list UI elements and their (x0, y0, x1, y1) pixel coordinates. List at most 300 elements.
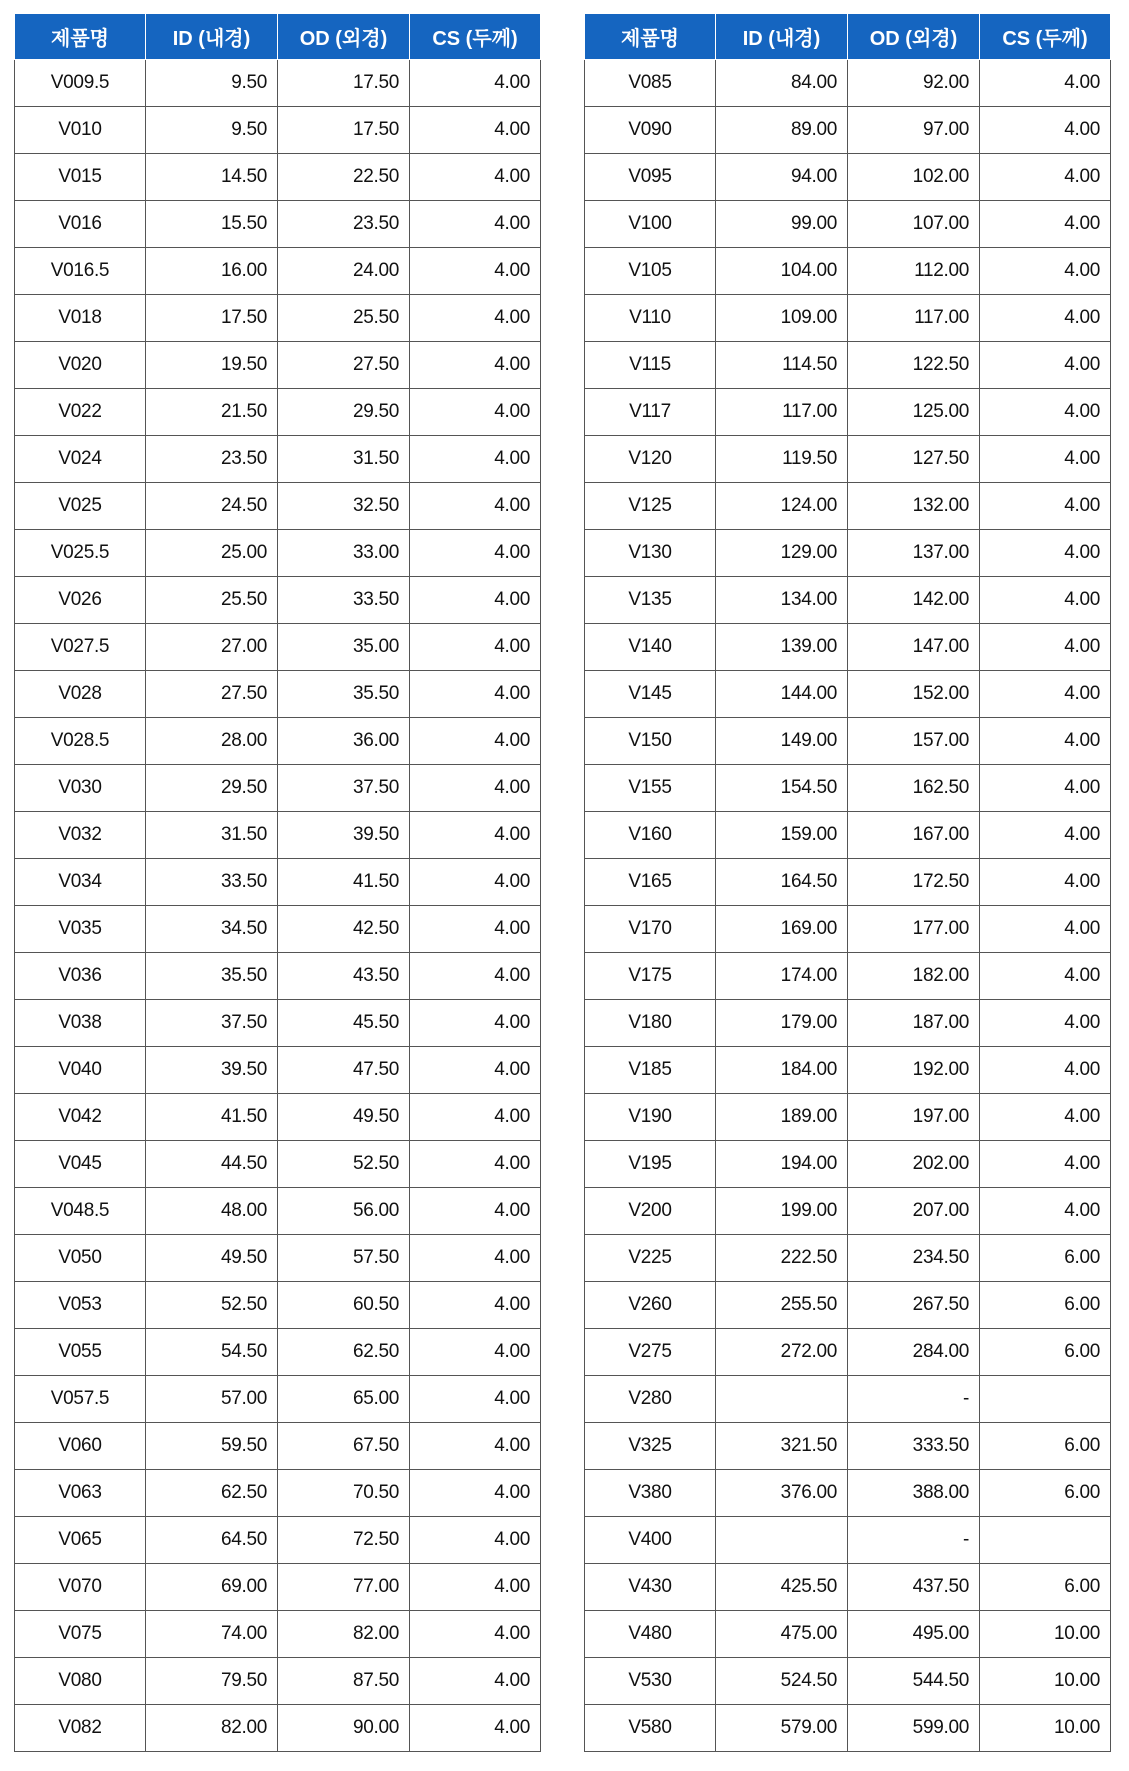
cell-od: 117.00 (848, 295, 980, 342)
cell-cs (980, 1376, 1111, 1423)
cell-cs: 4.00 (410, 107, 541, 154)
oring-size-table-left (14, 13, 541, 1752)
cell-product-name: V130 (585, 530, 716, 577)
cell-product-name: V115 (585, 342, 716, 389)
header-id: ID (내경) (146, 14, 278, 60)
cell-product-name: V225 (585, 1235, 716, 1282)
cell-id: 9.50 (146, 107, 278, 154)
cell-id: 179.00 (716, 1000, 848, 1047)
cell-id: 34.50 (146, 906, 278, 953)
cell-product-name: V260 (585, 1282, 716, 1329)
cell-product-name: V085 (585, 60, 716, 107)
cell-id: 31.50 (146, 812, 278, 859)
table-row (585, 201, 1111, 248)
cell-product-name: V010 (15, 107, 146, 154)
cell-cs: 4.00 (410, 201, 541, 248)
table-row (585, 295, 1111, 342)
table-row (585, 530, 1111, 577)
cell-cs: 4.00 (410, 765, 541, 812)
cell-cs: 4.00 (410, 859, 541, 906)
cell-cs: 4.00 (980, 953, 1111, 1000)
table-row (585, 248, 1111, 295)
cell-cs: 4.00 (410, 1141, 541, 1188)
cell-cs (980, 1517, 1111, 1564)
table-row (15, 1705, 541, 1752)
cell-id: 57.00 (146, 1376, 278, 1423)
cell-id: 84.00 (716, 60, 848, 107)
cell-cs: 4.00 (410, 906, 541, 953)
cell-product-name: V082 (15, 1705, 146, 1752)
cell-od: 147.00 (848, 624, 980, 671)
cell-od: 284.00 (848, 1329, 980, 1376)
table-row (15, 342, 541, 389)
cell-cs: 4.00 (980, 1000, 1111, 1047)
cell-cs: 4.00 (410, 718, 541, 765)
table-row (15, 60, 541, 107)
cell-product-name: V027.5 (15, 624, 146, 671)
cell-cs: 4.00 (410, 389, 541, 436)
cell-cs: 4.00 (410, 1470, 541, 1517)
cell-od: - (848, 1376, 980, 1423)
cell-cs: 4.00 (980, 1094, 1111, 1141)
cell-id: 149.00 (716, 718, 848, 765)
table-row (15, 812, 541, 859)
cell-od: 24.00 (278, 248, 410, 295)
table-header (15, 14, 541, 60)
cell-product-name: V530 (585, 1658, 716, 1705)
cell-od: 57.50 (278, 1235, 410, 1282)
cell-id: 69.00 (146, 1564, 278, 1611)
cell-id: 29.50 (146, 765, 278, 812)
cell-product-name: V034 (15, 859, 146, 906)
cell-id: 27.50 (146, 671, 278, 718)
cell-od: 157.00 (848, 718, 980, 765)
cell-od: 33.00 (278, 530, 410, 577)
cell-product-name: V053 (15, 1282, 146, 1329)
table-row (15, 1047, 541, 1094)
cell-cs: 4.00 (980, 577, 1111, 624)
cell-product-name: V030 (15, 765, 146, 812)
cell-product-name: V065 (15, 1517, 146, 1564)
cell-product-name: V018 (15, 295, 146, 342)
cell-id: 44.50 (146, 1141, 278, 1188)
cell-od: 207.00 (848, 1188, 980, 1235)
table-row (585, 60, 1111, 107)
cell-od: 97.00 (848, 107, 980, 154)
cell-product-name: V155 (585, 765, 716, 812)
cell-cs: 4.00 (410, 1047, 541, 1094)
cell-product-name: V009.5 (15, 60, 146, 107)
table-row (15, 906, 541, 953)
cell-cs: 4.00 (410, 812, 541, 859)
cell-id: 28.00 (146, 718, 278, 765)
cell-product-name: V036 (15, 953, 146, 1000)
cell-product-name: V042 (15, 1094, 146, 1141)
cell-id: 376.00 (716, 1470, 848, 1517)
cell-od: - (848, 1517, 980, 1564)
cell-od: 42.50 (278, 906, 410, 953)
cell-cs: 4.00 (980, 107, 1111, 154)
table-row (15, 436, 541, 483)
cell-id: 189.00 (716, 1094, 848, 1141)
cell-product-name: V060 (15, 1423, 146, 1470)
cell-id: 144.00 (716, 671, 848, 718)
cell-cs: 4.00 (410, 154, 541, 201)
cell-cs: 4.00 (410, 671, 541, 718)
cell-id: 184.00 (716, 1047, 848, 1094)
cell-id: 64.50 (146, 1517, 278, 1564)
cell-id: 89.00 (716, 107, 848, 154)
cell-cs: 6.00 (980, 1423, 1111, 1470)
table-row (585, 1423, 1111, 1470)
cell-product-name: V580 (585, 1705, 716, 1752)
cell-cs: 4.00 (410, 1705, 541, 1752)
table-row (585, 1658, 1111, 1705)
table-row (585, 154, 1111, 201)
cell-id: 222.50 (716, 1235, 848, 1282)
cell-od: 192.00 (848, 1047, 980, 1094)
cell-od: 39.50 (278, 812, 410, 859)
cell-od: 187.00 (848, 1000, 980, 1047)
cell-cs: 4.00 (980, 248, 1111, 295)
cell-od: 182.00 (848, 953, 980, 1000)
cell-cs: 4.00 (980, 1141, 1111, 1188)
cell-cs: 4.00 (410, 1235, 541, 1282)
table-row (585, 859, 1111, 906)
cell-od: 122.50 (848, 342, 980, 389)
table-row (585, 718, 1111, 765)
cell-od: 167.00 (848, 812, 980, 859)
cell-od: 112.00 (848, 248, 980, 295)
cell-cs: 4.00 (980, 436, 1111, 483)
cell-od: 162.50 (848, 765, 980, 812)
cell-id: 94.00 (716, 154, 848, 201)
cell-cs: 4.00 (410, 1188, 541, 1235)
cell-id: 255.50 (716, 1282, 848, 1329)
cell-product-name: V180 (585, 1000, 716, 1047)
cell-od: 102.00 (848, 154, 980, 201)
cell-cs: 4.00 (410, 624, 541, 671)
cell-od: 56.00 (278, 1188, 410, 1235)
cell-id (716, 1517, 848, 1564)
cell-product-name: V110 (585, 295, 716, 342)
cell-product-name: V035 (15, 906, 146, 953)
header-od: OD (외경) (848, 14, 980, 60)
cell-cs: 4.00 (410, 1423, 541, 1470)
table-row (15, 1611, 541, 1658)
cell-cs: 4.00 (410, 342, 541, 389)
cell-id: 579.00 (716, 1705, 848, 1752)
table-row (585, 1235, 1111, 1282)
cell-product-name: V070 (15, 1564, 146, 1611)
cell-od: 202.00 (848, 1141, 980, 1188)
cell-od: 17.50 (278, 60, 410, 107)
cell-id: 169.00 (716, 906, 848, 953)
table-row (585, 812, 1111, 859)
table-row (585, 1470, 1111, 1517)
cell-cs: 4.00 (980, 859, 1111, 906)
cell-product-name: V150 (585, 718, 716, 765)
table-row (15, 483, 541, 530)
table-row (585, 1188, 1111, 1235)
table-row (585, 1705, 1111, 1752)
cell-product-name: V020 (15, 342, 146, 389)
cell-product-name: V140 (585, 624, 716, 671)
table-row (15, 295, 541, 342)
cell-id: 164.50 (716, 859, 848, 906)
cell-cs: 4.00 (980, 812, 1111, 859)
cell-id: 59.50 (146, 1423, 278, 1470)
cell-cs: 4.00 (410, 1282, 541, 1329)
table-row (15, 1141, 541, 1188)
table-row (585, 1282, 1111, 1329)
cell-cs: 4.00 (980, 718, 1111, 765)
cell-product-name: V028 (15, 671, 146, 718)
cell-product-name: V015 (15, 154, 146, 201)
cell-od: 234.50 (848, 1235, 980, 1282)
cell-od: 77.00 (278, 1564, 410, 1611)
cell-od: 87.50 (278, 1658, 410, 1705)
cell-product-name: V325 (585, 1423, 716, 1470)
cell-od: 31.50 (278, 436, 410, 483)
cell-product-name: V117 (585, 389, 716, 436)
cell-od: 333.50 (848, 1423, 980, 1470)
table-row (15, 1000, 541, 1047)
table-row (585, 624, 1111, 671)
cell-cs: 10.00 (980, 1705, 1111, 1752)
cell-cs: 4.00 (980, 201, 1111, 248)
cell-id: 475.00 (716, 1611, 848, 1658)
cell-id: 39.50 (146, 1047, 278, 1094)
table-row (15, 1470, 541, 1517)
cell-id: 321.50 (716, 1423, 848, 1470)
cell-od: 65.00 (278, 1376, 410, 1423)
cell-od: 70.50 (278, 1470, 410, 1517)
cell-od: 41.50 (278, 859, 410, 906)
cell-id: 272.00 (716, 1329, 848, 1376)
table-row (15, 1188, 541, 1235)
table-row (585, 1329, 1111, 1376)
cell-od: 177.00 (848, 906, 980, 953)
table-row (15, 389, 541, 436)
cell-cs: 10.00 (980, 1658, 1111, 1705)
cell-od: 52.50 (278, 1141, 410, 1188)
table-row (585, 389, 1111, 436)
table-row (15, 530, 541, 577)
cell-od: 47.50 (278, 1047, 410, 1094)
cell-od: 495.00 (848, 1611, 980, 1658)
cell-cs: 4.00 (410, 248, 541, 295)
table-row (15, 718, 541, 765)
cell-cs: 4.00 (980, 483, 1111, 530)
cell-product-name: V080 (15, 1658, 146, 1705)
cell-od: 172.50 (848, 859, 980, 906)
cell-id: 159.00 (716, 812, 848, 859)
cell-od: 544.50 (848, 1658, 980, 1705)
oring-size-table-right (584, 13, 1111, 1752)
table-row (15, 1376, 541, 1423)
cell-id: 119.50 (716, 436, 848, 483)
cell-id: 35.50 (146, 953, 278, 1000)
cell-id: 37.50 (146, 1000, 278, 1047)
cell-cs: 4.00 (980, 906, 1111, 953)
cell-cs: 4.00 (410, 1611, 541, 1658)
table-row (585, 953, 1111, 1000)
table-row (585, 671, 1111, 718)
cell-id: 129.00 (716, 530, 848, 577)
table-row (585, 436, 1111, 483)
cell-id: 109.00 (716, 295, 848, 342)
header-id: ID (내경) (716, 14, 848, 60)
cell-product-name: V075 (15, 1611, 146, 1658)
cell-cs: 4.00 (410, 1000, 541, 1047)
cell-od: 137.00 (848, 530, 980, 577)
cell-id: 49.50 (146, 1235, 278, 1282)
cell-product-name: V200 (585, 1188, 716, 1235)
cell-od: 17.50 (278, 107, 410, 154)
cell-product-name: V380 (585, 1470, 716, 1517)
cell-id: 27.00 (146, 624, 278, 671)
cell-cs: 6.00 (980, 1235, 1111, 1282)
table-body (15, 60, 541, 1752)
cell-od: 125.00 (848, 389, 980, 436)
cell-id: 24.50 (146, 483, 278, 530)
cell-cs: 4.00 (980, 389, 1111, 436)
cell-cs: 4.00 (980, 624, 1111, 671)
cell-product-name: V105 (585, 248, 716, 295)
cell-od: 32.50 (278, 483, 410, 530)
cell-product-name: V063 (15, 1470, 146, 1517)
cell-cs: 4.00 (410, 953, 541, 1000)
cell-product-name: V028.5 (15, 718, 146, 765)
table-row (15, 1235, 541, 1282)
table-row (15, 577, 541, 624)
cell-product-name: V170 (585, 906, 716, 953)
cell-id: 19.50 (146, 342, 278, 389)
cell-product-name: V280 (585, 1376, 716, 1423)
cell-cs: 4.00 (410, 1658, 541, 1705)
cell-od: 33.50 (278, 577, 410, 624)
cell-product-name: V025 (15, 483, 146, 530)
table-row (15, 154, 541, 201)
cell-product-name: V100 (585, 201, 716, 248)
table-row (585, 577, 1111, 624)
cell-id: 154.50 (716, 765, 848, 812)
cell-product-name: V430 (585, 1564, 716, 1611)
cell-id: 52.50 (146, 1282, 278, 1329)
cell-product-name: V026 (15, 577, 146, 624)
cell-id: 139.00 (716, 624, 848, 671)
table-row (15, 248, 541, 295)
cell-od: 35.50 (278, 671, 410, 718)
table-row (585, 342, 1111, 389)
table-row (585, 1094, 1111, 1141)
cell-cs: 4.00 (410, 1329, 541, 1376)
cell-od: 25.50 (278, 295, 410, 342)
cell-cs: 4.00 (410, 1094, 541, 1141)
table-row (15, 624, 541, 671)
cell-cs: 4.00 (980, 1188, 1111, 1235)
table-row (15, 1658, 541, 1705)
cell-id: 194.00 (716, 1141, 848, 1188)
table-row (585, 107, 1111, 154)
cell-product-name: V400 (585, 1517, 716, 1564)
cell-product-name: V095 (585, 154, 716, 201)
cell-od: 388.00 (848, 1470, 980, 1517)
table-row (15, 671, 541, 718)
cell-id: 54.50 (146, 1329, 278, 1376)
cell-od: 599.00 (848, 1705, 980, 1752)
table-row (15, 1423, 541, 1470)
cell-id: 74.00 (146, 1611, 278, 1658)
cell-id (716, 1376, 848, 1423)
cell-id: 16.00 (146, 248, 278, 295)
cell-product-name: V038 (15, 1000, 146, 1047)
cell-product-name: V024 (15, 436, 146, 483)
cell-cs: 4.00 (410, 1564, 541, 1611)
cell-product-name: V055 (15, 1329, 146, 1376)
cell-id: 48.00 (146, 1188, 278, 1235)
table-row (15, 201, 541, 248)
cell-product-name: V057.5 (15, 1376, 146, 1423)
table-row (15, 953, 541, 1000)
cell-id: 17.50 (146, 295, 278, 342)
cell-product-name: V016 (15, 201, 146, 248)
cell-id: 425.50 (716, 1564, 848, 1611)
cell-od: 23.50 (278, 201, 410, 248)
cell-od: 45.50 (278, 1000, 410, 1047)
cell-od: 82.00 (278, 1611, 410, 1658)
cell-id: 199.00 (716, 1188, 848, 1235)
cell-od: 29.50 (278, 389, 410, 436)
cell-od: 62.50 (278, 1329, 410, 1376)
header-od: OD (외경) (278, 14, 410, 60)
cell-cs: 6.00 (980, 1470, 1111, 1517)
cell-product-name: V185 (585, 1047, 716, 1094)
cell-cs: 10.00 (980, 1611, 1111, 1658)
cell-id: 114.50 (716, 342, 848, 389)
cell-product-name: V145 (585, 671, 716, 718)
cell-product-name: V175 (585, 953, 716, 1000)
table-row (585, 1564, 1111, 1611)
cell-od: 27.50 (278, 342, 410, 389)
cell-product-name: V032 (15, 812, 146, 859)
cell-od: 107.00 (848, 201, 980, 248)
cell-id: 25.00 (146, 530, 278, 577)
cell-cs: 4.00 (980, 765, 1111, 812)
cell-cs: 6.00 (980, 1282, 1111, 1329)
cell-od: 90.00 (278, 1705, 410, 1752)
cell-id: 21.50 (146, 389, 278, 436)
cell-cs: 4.00 (980, 530, 1111, 577)
table-row (585, 1000, 1111, 1047)
cell-product-name: V275 (585, 1329, 716, 1376)
cell-product-name: V022 (15, 389, 146, 436)
cell-id: 15.50 (146, 201, 278, 248)
cell-cs: 4.00 (410, 60, 541, 107)
cell-product-name: V090 (585, 107, 716, 154)
cell-id: 82.00 (146, 1705, 278, 1752)
cell-od: 132.00 (848, 483, 980, 530)
table-row (585, 1517, 1111, 1564)
table-row (585, 906, 1111, 953)
cell-od: 127.50 (848, 436, 980, 483)
cell-product-name: V165 (585, 859, 716, 906)
cell-product-name: V025.5 (15, 530, 146, 577)
table-row (585, 1141, 1111, 1188)
cell-product-name: V195 (585, 1141, 716, 1188)
cell-id: 25.50 (146, 577, 278, 624)
